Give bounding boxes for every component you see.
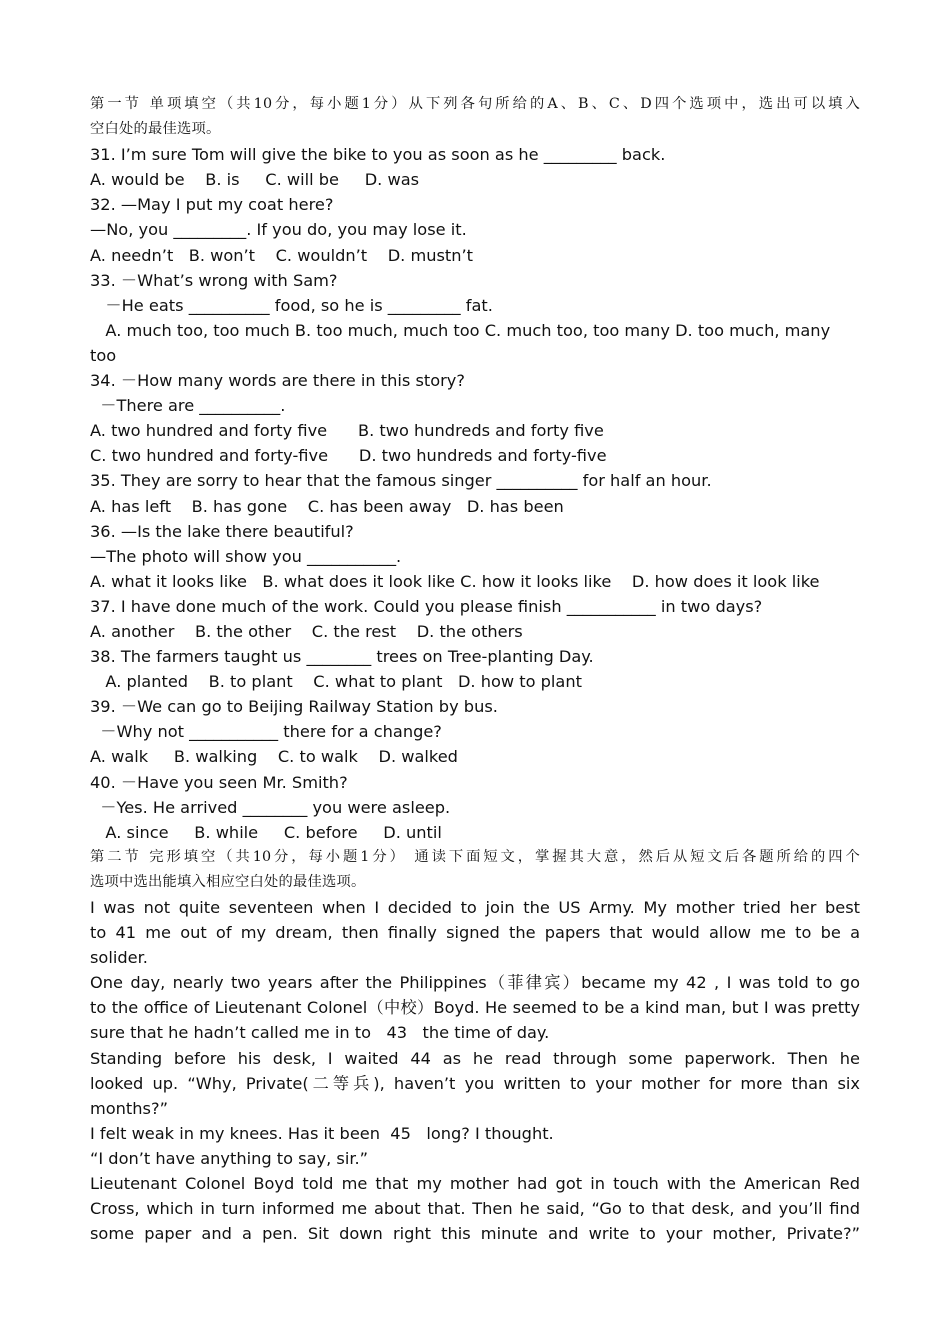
text-line: —No, you _________. If you do, you may lose it. [90,220,467,240]
text-line: solider. [90,948,148,968]
text-line: Cross, which in turn informed me about that. Then he said, “Go to that desk, and you’ll find [90,1199,860,1219]
text-line: A. walk B. walking C. to walk D. walked [90,747,458,767]
text-line: －He eats __________ food, so he is _________ fat. [90,295,493,315]
text-line: to the office of Lieutenant Colonel（中校）Boyd. He seemed to be a kind man, but I was pretty [90,998,860,1018]
text-line: －Why not ___________ there for a change? [90,722,442,742]
text-line: —The photo will show you ___________. [90,546,402,566]
text-line: too [90,345,117,365]
text-line: A. planted B. to plant C. what to plant D. how to plant [90,672,582,692]
text-line: I felt weak in my knees. Has it been 45 long? I thought. [90,1123,554,1143]
text-line: A. much too, too much B. too much, much too C. much too, too many D. too much, many [90,320,831,340]
text-line: A. what it looks like B. what does it look like C. how it looks like D. how does it look like [90,571,820,591]
text-line: A. since B. while C. before D. until [90,822,442,842]
text-line: 选项中选出能填入相应空白处的最佳选项。 [90,873,366,890]
text-line: A. two hundred and forty five B. two hundreds and forty five [90,421,604,441]
text-line: to 41 me out of my dream, then finally signed the papers that would allow me to be a [90,923,860,943]
text-line: I was not quite seventeen when I decided to join the US Army. My mother tried her best [90,898,860,917]
text-line: －Yes. He arrived ________ you were asleep. [90,797,451,817]
text-line: 31. I’m sure Tom will give the bike to you as soon as he _________ back. [90,145,666,165]
text-line: 32. —May I put my coat here? [90,195,334,215]
text-line: “I don’t have anything to say, sir.” [90,1148,369,1168]
text-line: 第二节 完形填空（共10分，每小题1分） 通读下面短文，掌握其大意，然后从短文后各题所给的四个 [90,848,860,865]
text-line: 40. －Have you seen Mr. Smith? [90,772,348,792]
text-line: Standing before his desk, I waited 44 as he read through some paperwork. Then he [90,1048,860,1068]
text-line: 36. —Is the lake there beautiful? [90,521,354,541]
text-line: sure that he hadn’t called me in to 43 the time of day. [90,1023,550,1043]
text-line: Lieutenant Colonel Boyd told me that my mother had got in touch with the American Red [90,1174,860,1194]
text-line: A. would be B. is C. will be D. was [90,170,420,190]
text-line: 33. －What’s wrong with Sam? [90,270,338,290]
text-line: 38. The farmers taught us ________ trees on Tree-planting Day. [90,647,594,667]
text-line: months?” [90,1098,168,1118]
text-line: A. needn’t B. won’t C. wouldn’t D. mustn’t [90,245,474,265]
text-line: 空白处的最佳选项。 [90,121,221,138]
text-line: 37. I have done much of the work. Could you please finish ___________ in two days? [90,596,763,616]
text-line: looked up. “Why, Private(二等兵), haven’t you written to your mother for more than six [90,1073,860,1093]
text-line: C. two hundred and forty-five D. two hundreds and forty-five [90,446,607,466]
exam-page [90,92,860,1246]
text-line: A. another B. the other C. the rest D. the others [90,621,523,641]
text-line: 35. They are sorry to hear that the famous singer __________ for half an hour. [90,471,712,491]
text-line: some paper and a pen. Sit down right this minute and write to your mother, Private?” [90,1224,860,1244]
text-line: 第一节 单项填空（共10分，每小题1分）从下列各句所给的A、B、C、D四个选项中，选出可以填入 [90,96,860,112]
text-line: One day, nearly two years after the Philippines（菲律宾）became my 42 , I was told to go [90,973,860,993]
text-line: 34. －How many words are there in this story? [90,371,465,391]
text-line: －There are __________. [90,396,286,416]
text-line: A. has left B. has gone C. has been away D. has been [90,496,564,516]
text-line: 39. －We can go to Beijing Railway Station by bus. [90,697,498,717]
